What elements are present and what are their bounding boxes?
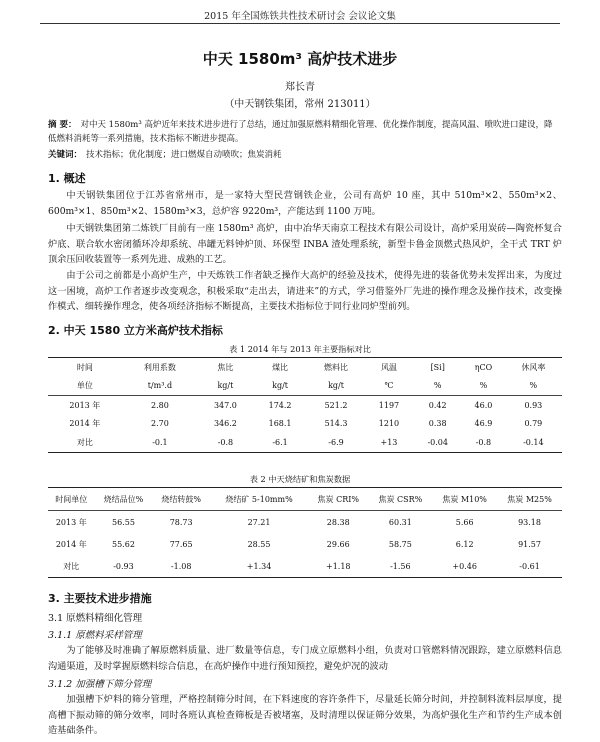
table-cell: 0.42 [413, 396, 462, 415]
table-header-row [48, 488, 562, 511]
table-cell: -0.14 [505, 433, 562, 452]
table-cell: 514.3 [324, 419, 348, 429]
table-cell: % [433, 381, 442, 391]
table-cell: 91.57 [518, 539, 541, 549]
header-rule [40, 23, 560, 24]
table-cell: -0.8 [462, 433, 505, 452]
table-cell: t/m³.d [147, 381, 173, 391]
table-header-cell: 利用系数 [122, 358, 198, 377]
table-cell: kg/t [328, 381, 344, 391]
affiliation: （中天钢铁集团，常州 213011） [224, 99, 376, 110]
table-cell: 347.0 [198, 396, 253, 415]
table-cell: +1.18 [308, 555, 368, 578]
section-3-heading: 3. 主要技术进步措施 [48, 592, 152, 605]
table-cell: 60.31 [368, 511, 432, 534]
running-header: 2015 年全国炼铁共性技术研讨会 会议论文集 [204, 11, 396, 22]
table-cell: 28.38 [308, 511, 368, 534]
table-cell: 27.21 [210, 511, 308, 534]
table-cell: 5.66 [432, 511, 497, 534]
table-header-cell: 烧结转鼓% [152, 488, 210, 511]
section-3-paragraph: 加强槽下炉料的筛分管理，严格控制筛分时间，在下料速度的容许条件下，尽量延长筛分时间，并控制料流料层厚度，提高槽下振动筛的筛分效率，同时各班认真检查筛板是否被堵塞，及时清理以保证筛分效果，为高炉强化生产和节约生产成本创造基础条件。 [48, 694, 562, 736]
table-cell: 346.2 [213, 419, 237, 429]
table-header-cell: 烧结品位% [95, 488, 153, 511]
table-cell: +0.46 [432, 555, 497, 578]
table-1 [48, 357, 562, 453]
section-2-heading: 2. 中天 1580 立方米高炉技术指标 [48, 324, 223, 337]
table-cell: ℃ [384, 381, 394, 391]
table-cell: +13 [365, 433, 414, 452]
table-cell: kg/t [217, 381, 234, 391]
table-2-caption: 表 2 中天烧结矿和焦炭数据 [249, 474, 351, 484]
table-cell: -1.08 [152, 555, 210, 578]
paper-title: 中天 1580m³ 高炉技术进步 [202, 50, 398, 68]
table-cell: 1210 [378, 419, 400, 429]
table-cell: 2.70 [151, 419, 169, 429]
table-header-cell: 焦炭 CSR% [368, 488, 432, 511]
table-header-cell: ηCO [462, 358, 505, 377]
table-cell: 0.93 [505, 396, 562, 415]
table-cell: % [479, 381, 488, 391]
table-cell: % [529, 381, 538, 391]
table-cell: -0.93 [95, 555, 153, 578]
table-row [48, 555, 562, 578]
table-row [48, 396, 562, 415]
section-1-paragraph: 中天钢铁集团第二炼铁厂目前有一座 1580m³ 高炉，由中冶华天南京工程技术有限公司设计，高炉采用炭砖—陶瓷杯复合炉底、联合软水密闭循环冷却系统、串罐无料钟炉顶、环保型 INBA 渣处理系统，新型卡鲁金顶燃式热风炉，全干式 TRT 炉顶余压回收装置等一系列先进、成熟的工艺。 [48, 223, 562, 265]
table-row [48, 511, 562, 534]
table-header-cell: 焦炭 CRI% [308, 488, 368, 511]
table-cell: 28.55 [247, 539, 271, 549]
table-cell: 78.73 [152, 511, 210, 534]
table-cell: 2013 年 [48, 511, 95, 534]
table-cell: 46.0 [462, 396, 505, 415]
table-cell: 29.66 [326, 539, 350, 549]
table-cell: 6.12 [455, 539, 474, 549]
table-header-cell: 时间单位 [48, 488, 95, 511]
table-cell: +1.34 [210, 555, 308, 578]
table-cell: -0.8 [198, 433, 253, 452]
subsubsection-heading: 3.1.1 原燃料采样管理 [48, 630, 142, 641]
table-header-cell: 烧结矿 5-10mm% [210, 488, 308, 511]
table-cell: kg/t [272, 381, 288, 391]
section-1-heading: 1. 概述 [48, 172, 86, 185]
section-1-paragraph: 由于公司之前都是小高炉生产，中天炼铁工作者缺乏操作大高炉的经验及技术，使得先进的装备优势未发挥出来，为度过这一困境，高炉工作者逐步改变观念，积极采取“走出去，请进来”的方式，学习借鉴外厂先进的操作理念及操作技术，改变操作模式、细转操作理念，使各项经济指标不断提高，主要技术指标位于同行业同炉型前列。 [48, 270, 562, 312]
table-cell: 77.65 [169, 539, 193, 549]
table-1-caption: 表 1 2014 年与 2013 年主要指标对比 [229, 344, 371, 354]
subsubsection-heading: 3.1.2 加强槽下筛分管理 [48, 679, 152, 690]
table-header-cell: 煤比 [253, 358, 308, 377]
table-cell: -1.56 [368, 555, 432, 578]
table-cell: 58.75 [388, 539, 412, 549]
table-cell: 55.62 [112, 539, 135, 549]
table-cell: 单位 [76, 381, 93, 391]
section-3-paragraph: 为了能够及时准确了解原燃料质量、进厂数量等信息，专门成立原燃料小组，负责对口管燃料情况跟踪，建立原燃料信息沟通渠道，及时掌握原燃料综合信息，在高炉操作中进行预知预控，避免炉况的波动 [48, 645, 562, 672]
table-cell: 2013 年 [48, 396, 122, 415]
author: 郑长青 [285, 82, 315, 93]
table-cell: 56.55 [95, 511, 153, 534]
table-header-cell: 焦比 [198, 358, 253, 377]
abstract [48, 118, 560, 146]
table-cell: -0.04 [413, 433, 462, 452]
table-cell: 对比 [48, 555, 95, 578]
table-cell: 521.2 [307, 396, 364, 415]
keywords-text: 技术指标；优化制度；进口燃煤自动喷吹；焦炭消耗 [86, 150, 282, 160]
table-cell: 0.38 [428, 419, 447, 429]
table-header-cell: 休风率 [505, 358, 562, 377]
table-row [48, 415, 562, 434]
table-cell: -6.9 [307, 433, 364, 452]
table-unit-row [48, 377, 562, 396]
table-header-cell: 时间 [48, 358, 122, 377]
abstract-text: 对中天 1580m³ 高炉近年来技术进步进行了总结，通过加强原燃料精细化管理、优化操作制度，提高风温、喷吹进口建设，降低燃料消耗等一系列措施，技术指标不断进步提高。 [48, 120, 553, 144]
table-cell: 0.79 [524, 419, 543, 429]
table-row [48, 433, 562, 452]
table-header-cell: [Si] [413, 358, 462, 377]
section-1-paragraph: 中天钢铁集团位于江苏省常州市，是一家特大型民营钢铁企业，公司有高炉 10 座，其中 510m³×2、550m³×2、600m³×1、850m³×2、1580m³×3，总炉容 9220m³，产能达到 1100 万吨。 [48, 190, 562, 217]
table-header-row [48, 358, 562, 377]
table-cell: 2014 年 [69, 419, 101, 429]
table-cell: 2.80 [122, 396, 198, 415]
table-cell: -6.1 [253, 433, 308, 452]
table-cell: 2014 年 [55, 539, 87, 549]
table-cell: 174.2 [253, 396, 308, 415]
table-cell: -0.61 [497, 555, 562, 578]
table-header-cell: 焦炭 M25% [497, 488, 562, 511]
abstract-label: 摘 要： [48, 120, 77, 130]
table-row [48, 533, 562, 555]
table-cell: 46.9 [474, 419, 493, 429]
table-cell: 168.1 [268, 419, 292, 429]
keywords-label: 关键词： [48, 150, 83, 160]
table-cell: -0.1 [122, 433, 198, 452]
table-header-cell: 风温 [365, 358, 414, 377]
table-header-cell: 燃料比 [307, 358, 364, 377]
keywords [48, 148, 560, 162]
subsection-heading: 3.1 原燃料精细化管理 [48, 613, 143, 624]
table-cell: 93.18 [497, 511, 562, 534]
table-cell: 对比 [48, 433, 122, 452]
table-2 [48, 487, 562, 578]
table-cell: 1197 [365, 396, 414, 415]
table-header-cell: 焦炭 M10% [432, 488, 497, 511]
